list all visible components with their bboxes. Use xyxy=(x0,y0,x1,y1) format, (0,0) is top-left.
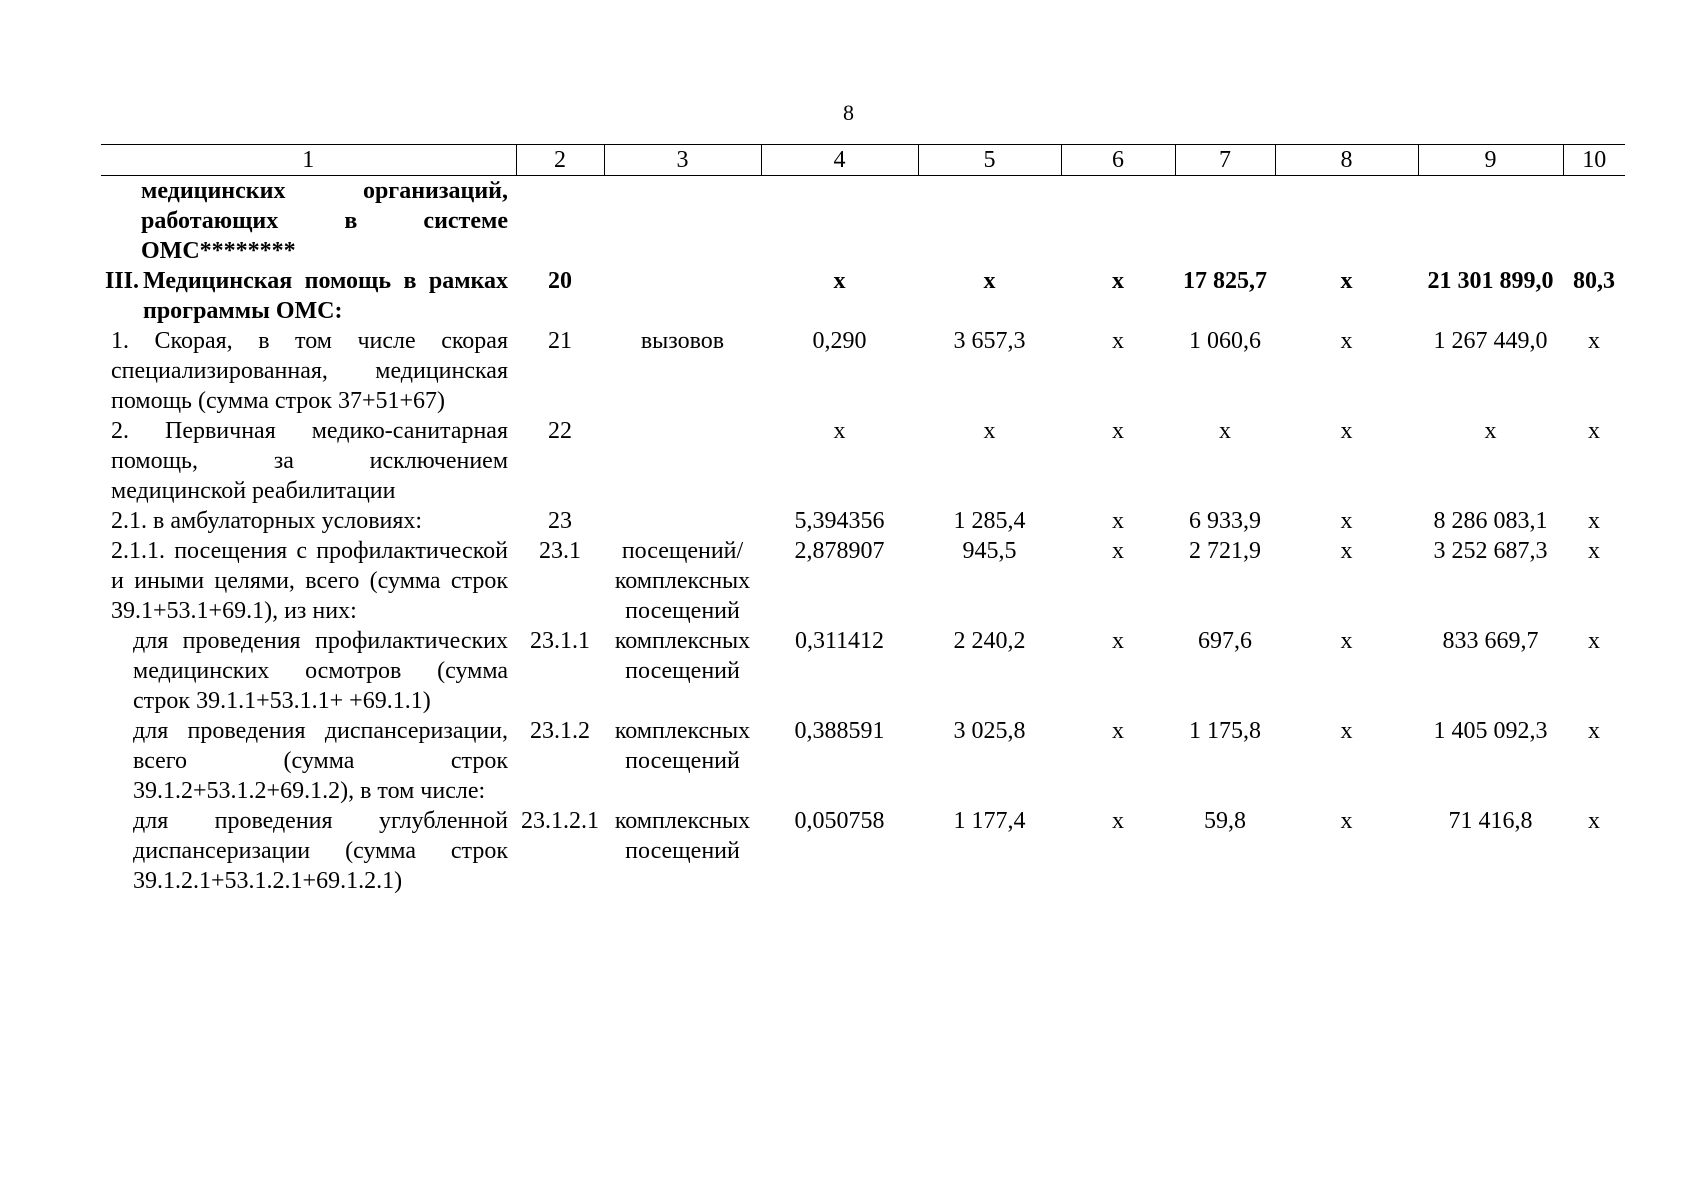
cell: х xyxy=(1112,268,1124,294)
row-label: для проведения профилактических медицинских осмотров (сумма строк 39.1.1+53.1.1+ +69.1.1) xyxy=(133,628,508,714)
cell: х xyxy=(1588,718,1600,744)
section-number: III. xyxy=(105,268,140,294)
cell: х xyxy=(1340,328,1353,354)
header-cell: 3 xyxy=(604,145,761,176)
cell: 1 285,4 xyxy=(953,508,1026,534)
cell: 22 xyxy=(548,418,572,444)
cell: х xyxy=(1112,718,1124,744)
header-cell: 2 xyxy=(516,145,604,176)
cell: 697,6 xyxy=(1198,628,1252,654)
cell: х xyxy=(1484,418,1497,444)
cell xyxy=(1175,176,1275,267)
cell xyxy=(761,176,918,267)
table-row xyxy=(101,716,1625,806)
cell xyxy=(1418,176,1563,267)
cell: 23.1.2 xyxy=(530,718,590,744)
cell: х xyxy=(1112,418,1124,444)
cell xyxy=(604,176,761,267)
table-row xyxy=(101,806,1625,896)
cell: х xyxy=(1340,808,1353,834)
column-number-header xyxy=(101,145,1625,176)
table-row xyxy=(101,416,1625,506)
cell: х xyxy=(1219,418,1231,444)
cell: 1 060,6 xyxy=(1189,328,1261,354)
cell: 0,050758 xyxy=(794,808,885,834)
table-row xyxy=(101,266,1625,326)
cell: 0,311412 xyxy=(794,628,885,654)
cell: 0,290 xyxy=(812,328,867,354)
cell xyxy=(1563,176,1625,267)
cell: х xyxy=(1588,508,1600,534)
cell: х xyxy=(833,418,846,444)
cell: 8 286 083,1 xyxy=(1433,508,1548,534)
header-cell: 1 xyxy=(101,145,516,176)
unit-cell: комплексных посещений xyxy=(614,628,751,684)
cell: х xyxy=(1112,508,1124,534)
section-title: Медицинская помощь в рамках программы ОМС: xyxy=(143,268,508,324)
header-cell: 9 xyxy=(1418,145,1563,176)
row-label: 2.1. в амбулаторных условиях: xyxy=(111,508,423,534)
cell: х xyxy=(1588,418,1600,444)
cell xyxy=(1061,176,1175,267)
unit-cell: комплексных посещений xyxy=(614,718,751,774)
cell: 59,8 xyxy=(1204,808,1246,834)
row-label: медицинских организаций, работающих в системе ОМС******** xyxy=(141,178,508,264)
cell: 5,394356 xyxy=(794,508,885,534)
table-row xyxy=(101,626,1625,716)
cell: 23.1 xyxy=(539,538,581,564)
cell: х xyxy=(983,268,996,294)
cell: 0,388591 xyxy=(794,718,885,744)
cell: 21 xyxy=(548,328,572,354)
table-row xyxy=(101,506,1625,536)
cell: 3 025,8 xyxy=(953,718,1026,744)
cell: 2,878907 xyxy=(794,538,885,564)
cell: 20 xyxy=(548,268,572,294)
cell: 80,3 xyxy=(1573,268,1615,294)
table-row xyxy=(101,176,1625,267)
cell: 1 175,8 xyxy=(1189,718,1261,744)
cell: 3 252 687,3 xyxy=(1433,538,1548,564)
row-label: 2. Первичная медико-санитарная помощь, за исключением медицинской реабилитации xyxy=(111,418,508,504)
cell: 2 721,9 xyxy=(1189,538,1261,564)
cell: х xyxy=(833,268,846,294)
unit-cell: посещений/ комплексных посещений xyxy=(614,538,751,624)
cell: х xyxy=(1112,538,1124,564)
cell: х xyxy=(1112,628,1124,654)
cell: х xyxy=(1588,538,1600,564)
row-label: для проведения углубленной диспансеризации (сумма строк 39.1.2.1+53.1.2.1+69.1.2.1) xyxy=(133,808,508,894)
program-cost-table xyxy=(101,144,1625,896)
cell xyxy=(918,176,1061,267)
header-cell: 5 xyxy=(918,145,1061,176)
cell: 833 669,7 xyxy=(1442,628,1539,654)
cell xyxy=(604,506,761,536)
cell: 1 177,4 xyxy=(953,808,1026,834)
row-label: 1. Скорая, в том числе скорая специализированная, медицинская помощь (сумма строк 37+51+67) xyxy=(111,328,508,414)
row-label xyxy=(101,266,516,326)
cell: х xyxy=(1340,718,1353,744)
page-number: 8 xyxy=(843,100,854,125)
cell: х xyxy=(1588,808,1600,834)
cell: х xyxy=(1588,628,1600,654)
cell: 3 657,3 xyxy=(953,328,1026,354)
cell xyxy=(604,416,761,506)
cell: 23.1.1 xyxy=(530,628,590,654)
header-cell: 10 xyxy=(1563,145,1625,176)
cell: 2 240,2 xyxy=(953,628,1026,654)
cell: 17 825,7 xyxy=(1183,268,1267,294)
cell: х xyxy=(1340,628,1353,654)
cell xyxy=(1275,176,1418,267)
cell: х xyxy=(1340,538,1353,564)
cell xyxy=(516,176,604,267)
cell xyxy=(604,266,761,326)
row-label: 2.1.1. посещения с профилактической и иными целями, всего (сумма строк 39.1+53.1+69.1), из них: xyxy=(111,538,508,624)
header-cell: 4 xyxy=(761,145,918,176)
header-cell: 6 xyxy=(1061,145,1175,176)
unit-cell: комплексных посещений xyxy=(614,808,751,864)
cell: х xyxy=(1112,328,1124,354)
cell: х xyxy=(1340,418,1353,444)
cell: 21 301 899,0 xyxy=(1427,268,1554,294)
cell: 23.1.2.1 xyxy=(521,808,599,834)
cell: х xyxy=(1112,808,1124,834)
cell: 945,5 xyxy=(962,538,1017,564)
header-cell: 8 xyxy=(1275,145,1418,176)
cell: х xyxy=(1340,268,1353,294)
header-cell: 7 xyxy=(1175,145,1275,176)
row-label: для проведения диспансеризации, всего (сумма строк 39.1.2+53.1.2+69.1.2), в том числе: xyxy=(133,718,508,804)
cell: 1 267 449,0 xyxy=(1433,328,1548,354)
cell: х xyxy=(1588,328,1600,354)
table-row xyxy=(101,326,1625,416)
cell: 23 xyxy=(548,508,572,534)
cell: вызовов xyxy=(640,328,725,354)
table-row xyxy=(101,536,1625,626)
cell: х xyxy=(983,418,996,444)
cell: 1 405 092,3 xyxy=(1433,718,1548,744)
cell: 6 933,9 xyxy=(1189,508,1261,534)
cell: 71 416,8 xyxy=(1448,808,1533,834)
cell: х xyxy=(1340,508,1353,534)
